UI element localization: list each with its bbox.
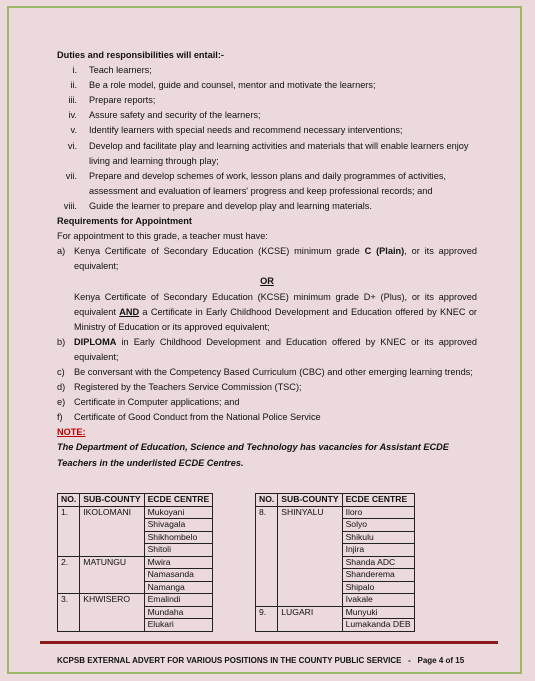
requirements-intro: For appointment to this grade, a teacher must have: (57, 231, 268, 242)
ecde-table-right (255, 493, 415, 632)
ecde-centre: Shanda ADC (342, 556, 414, 569)
ecde-centre: Namanga (144, 581, 213, 594)
duty-text: Prepare and develop schemes of work, lesson plans and daily programmes of activities, assessment and evaluation of learners' progress and keep professional records; and (89, 170, 446, 196)
table-row (58, 519, 213, 532)
table-row (58, 569, 213, 582)
table-row (256, 606, 415, 619)
ecde-centre: Ivakale (342, 594, 414, 607)
ecde-centre: Namasanda (144, 569, 213, 582)
row-number (256, 544, 278, 557)
requirement-alternative: Kenya Certificate of Secondary Education (KCSE) minimum grade D+ (Plus), or its approved equivalent AND a Certificate in Early Childhood Development and Education offered by KNEC or Ministry of Education or its approved equivalent; (74, 291, 477, 332)
ecde-centre: Shitoli (144, 544, 213, 557)
ecde-centre: Shipalo (342, 581, 414, 594)
duty-number: iii. (68, 95, 77, 106)
sub-county (278, 594, 342, 607)
row-number: 1. (58, 506, 80, 519)
row-number (58, 569, 80, 582)
row-number (58, 544, 80, 557)
duty-item (57, 123, 477, 138)
requirement-text: Certificate of Good Conduct from the National Police Service (74, 412, 321, 423)
requirement-item (57, 410, 477, 425)
table-header: NO. (256, 494, 278, 507)
duty-text: Prepare reports; (89, 95, 156, 106)
sub-county (80, 531, 144, 544)
duty-text: Identify learners with special needs and recommend necessary interventions; (89, 125, 403, 136)
document-body (57, 48, 477, 471)
duty-item (57, 139, 477, 169)
duty-text: Be a role model, guide and counsel, mentor and motivate the learners; (89, 80, 376, 91)
sub-county: KHWISERO (80, 594, 144, 607)
ecde-centre: Mundaha (144, 606, 213, 619)
requirement-letter: c) (57, 366, 65, 377)
row-number (256, 531, 278, 544)
row-number: 3. (58, 594, 80, 607)
table-row (256, 594, 415, 607)
table-row (58, 556, 213, 569)
table-header: NO. (58, 494, 80, 507)
table-header: SUB-COUNTY (80, 494, 144, 507)
requirement-letter: e) (57, 397, 66, 408)
sub-county (80, 569, 144, 582)
table-row (58, 619, 213, 632)
ecde-centre: Elukari (144, 619, 213, 632)
duty-text: Develop and facilitate play and learning activities and materials that will enable learners enjoy living and learning through play; (89, 140, 469, 166)
sub-county (80, 581, 144, 594)
sub-county (278, 556, 342, 569)
requirement-text: Registered by the Teachers Service Commission (TSC); (74, 382, 302, 393)
duties-list (57, 63, 477, 214)
duty-number: iv. (68, 110, 77, 121)
duty-number: v. (70, 125, 77, 136)
sub-county (278, 531, 342, 544)
requirement-item (57, 365, 477, 380)
or-divider: OR (260, 276, 274, 287)
page-footer: KCPSB EXTERNAL ADVERT FOR VARIOUS POSITIONS IN THE COUNTY PUBLIC SERVICE - Page 4 of 15 (57, 656, 465, 665)
duty-number: viii. (63, 200, 77, 211)
ecde-centre: Munyuki (342, 606, 414, 619)
table-header: ECDE CENTRE (342, 494, 414, 507)
duty-number: ii. (70, 80, 77, 91)
sub-county (80, 619, 144, 632)
sub-county (80, 606, 144, 619)
sub-county (278, 581, 342, 594)
duty-text: Teach learners; (89, 65, 152, 76)
table-row (58, 606, 213, 619)
sub-county: IKOLOMANI (80, 506, 144, 519)
requirement-text: Certificate in Computer applications; and (74, 397, 240, 408)
row-number: 8. (256, 506, 278, 519)
ecde-table-left (57, 493, 213, 632)
row-number (58, 619, 80, 632)
ecde-centre: Injira (342, 544, 414, 557)
requirement-item (57, 395, 477, 410)
table-row (256, 519, 415, 532)
table-row (256, 556, 415, 569)
table-row (256, 581, 415, 594)
row-number (256, 519, 278, 532)
row-number (58, 606, 80, 619)
table-row (256, 544, 415, 557)
table-row (256, 531, 415, 544)
ecde-centre: Shanderema (342, 569, 414, 582)
ecde-centre: Emalindi (144, 594, 213, 607)
sub-county (278, 519, 342, 532)
duty-item (57, 93, 477, 108)
ecde-centre: Iloro (342, 506, 414, 519)
duty-number: vii. (65, 170, 77, 181)
row-number (58, 519, 80, 532)
sub-county (278, 569, 342, 582)
sub-county: SHINYALU (278, 506, 342, 519)
requirements-list (57, 365, 477, 425)
row-number (256, 619, 278, 632)
duty-number: vi. (67, 140, 77, 151)
requirement-letter: d) (57, 382, 66, 393)
duty-text: Guide the learner to prepare and develop play and learning materials. (89, 200, 372, 211)
duty-item (57, 199, 477, 214)
sub-county (80, 519, 144, 532)
ecde-centre: Shikulu (342, 531, 414, 544)
requirement-b: b) DIPLOMA in Early Childhood Development and Education offered by KNEC or its approved equivalent; (57, 336, 477, 362)
duty-text: Assure safety and security of the learners; (89, 110, 261, 121)
table-row (256, 569, 415, 582)
row-number (256, 569, 278, 582)
requirements-heading: Requirements for Appointment (57, 216, 192, 227)
duty-number: i. (72, 65, 77, 76)
table-row (58, 531, 213, 544)
sub-county: MATUNGU (80, 556, 144, 569)
row-number: 2. (58, 556, 80, 569)
ecde-centre: Shikhombelo (144, 531, 213, 544)
table-row (256, 506, 415, 519)
duty-item (57, 78, 477, 93)
sub-county: LUGARI (278, 606, 342, 619)
row-number: 9. (256, 606, 278, 619)
ecde-centre: Mukoyani (144, 506, 213, 519)
row-number (256, 581, 278, 594)
sub-county (278, 544, 342, 557)
footer-rule (40, 641, 498, 644)
row-number (58, 581, 80, 594)
ecde-centre: Lumakanda DEB (342, 619, 414, 632)
duty-item (57, 169, 477, 199)
table-header: SUB-COUNTY (278, 494, 342, 507)
ecde-centre: Mwira (144, 556, 213, 569)
requirement-letter: f) (57, 412, 63, 423)
duty-item (57, 63, 477, 78)
table-row (58, 544, 213, 557)
table-row (58, 581, 213, 594)
requirement-item (57, 380, 477, 395)
note-label: NOTE: (57, 427, 86, 438)
row-number (256, 556, 278, 569)
ecde-centre: Solyo (342, 519, 414, 532)
requirement-a: a) Kenya Certificate of Secondary Education (KCSE) minimum grade C (Plain), or its approved equivalent; (57, 246, 477, 272)
note-text: The Department of Education, Science and Technology has vacancies for Assistant ECDE Teachers in the underlisted ECDE Centres. (57, 442, 449, 468)
row-number (256, 594, 278, 607)
table-header: ECDE CENTRE (144, 494, 213, 507)
table-row (256, 619, 415, 632)
table-row (58, 506, 213, 519)
sub-county (278, 619, 342, 632)
row-number (58, 531, 80, 544)
table-row (58, 594, 213, 607)
ecde-centre: Shivagala (144, 519, 213, 532)
duties-heading: Duties and responsibilities will entail:- (57, 50, 224, 60)
sub-county (80, 544, 144, 557)
duty-item (57, 108, 477, 123)
requirement-text: Be conversant with the Competency Based Curriculum (CBC) and other emerging learning trends; (74, 366, 473, 377)
